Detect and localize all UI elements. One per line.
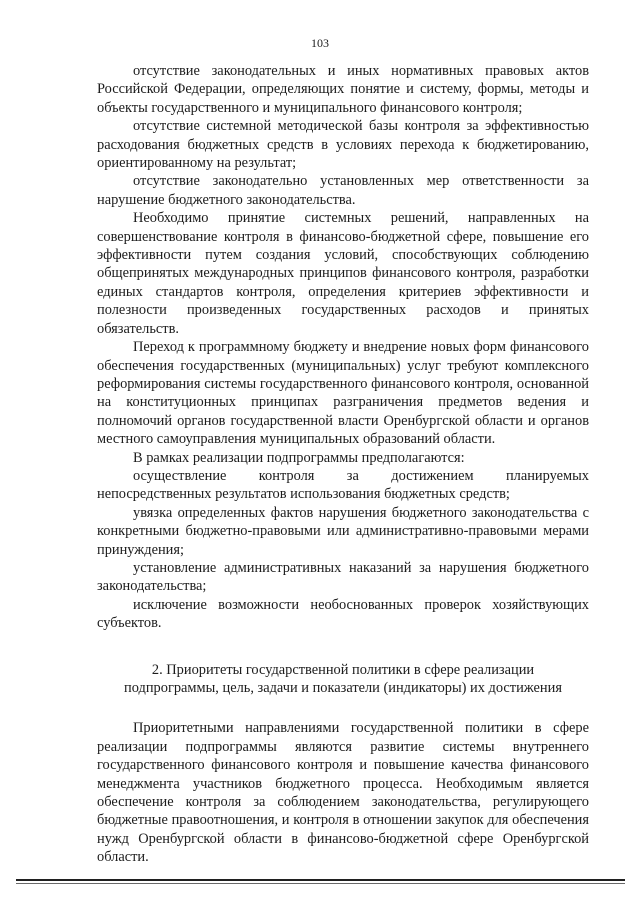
list-item: установление административных наказаний за нарушения бюджетного законодательства; [97,559,589,595]
paragraph: отсутствие законодательно установленных мер ответственности за нарушение бюджетного законодательства. [97,173,589,208]
paragraph: Приоритетными направлениями государственной политики в сфере реализации подпрограммы являются развитие системы внутреннего государственного финансового контроля и повышение качества финансового менеджмента участников бюджетного процесса. Необходимым является обеспечение контроля за соблюдением законодательства, регулирующего бюджетные правоотношения, и контроля в отношении закупок для обеспечения нужд Оренбургской области в финансово-бюджетной сфере Оренбургской области. [97,720,589,866]
section-heading-line: 2. Приоритеты государственной политики в сфере реализации [151,661,535,678]
paragraph: отсутствие законодательных и иных нормативных правовых актов Российской Федерации, определяющих понятие и систему, формы, методы и объекты государственного и муниципального финансового контроля; [97,63,589,116]
list-item: осуществление контроля за достижением планируемых непосредственных результатов использования бюджетных средств; [97,467,589,503]
footer-rule [16,879,625,881]
paragraph: Необходимо принятие системных решений, направленных на совершенствование контроля в финансово-бюджетной сфере, повышение его эффективности путем создания условий, способствующих соблюдению общепринятых международных принципов финансового контроля, разработки единых стандартов контроля, определения критериев эффективности и полезности произведенных государственных расходов и принятых обязательств. [97,210,589,337]
paragraph: В рамках реализации подпрограммы предполагаются: [133,449,465,466]
paragraph: отсутствие системной методической базы контроля за эффективностью расходования бюджетных средств в условиях перехода к бюджетированию, ориентированному на результат; [97,118,589,172]
footer-rule-thin [16,883,625,884]
list-item: исключение возможности необоснованных проверок хозяйствующих субъектов. [97,596,589,632]
document-body [97,62,589,867]
section-heading-line: подпрограммы, цель, задачи и показатели (индикаторы) их достижения [124,680,562,696]
section-heading [97,661,589,698]
list-item: увязка определенных фактов нарушения бюджетного законодательства с конкретными бюджетно-правовыми или административно-правовыми мерами принуждения; [97,504,589,558]
page-number: 103 [311,36,329,50]
paragraph: Переход к программному бюджету и внедрение новых форм финансового обеспечения государственных (муниципальных) услуг требуют комплексного реформирования системы государственного финансового контроля, основанной на конституционных принципах разграничения предметов ведения и полномочий органов государственной власти Оренбургской области и органов местного самоуправления муниципальных образований области. [97,339,589,448]
